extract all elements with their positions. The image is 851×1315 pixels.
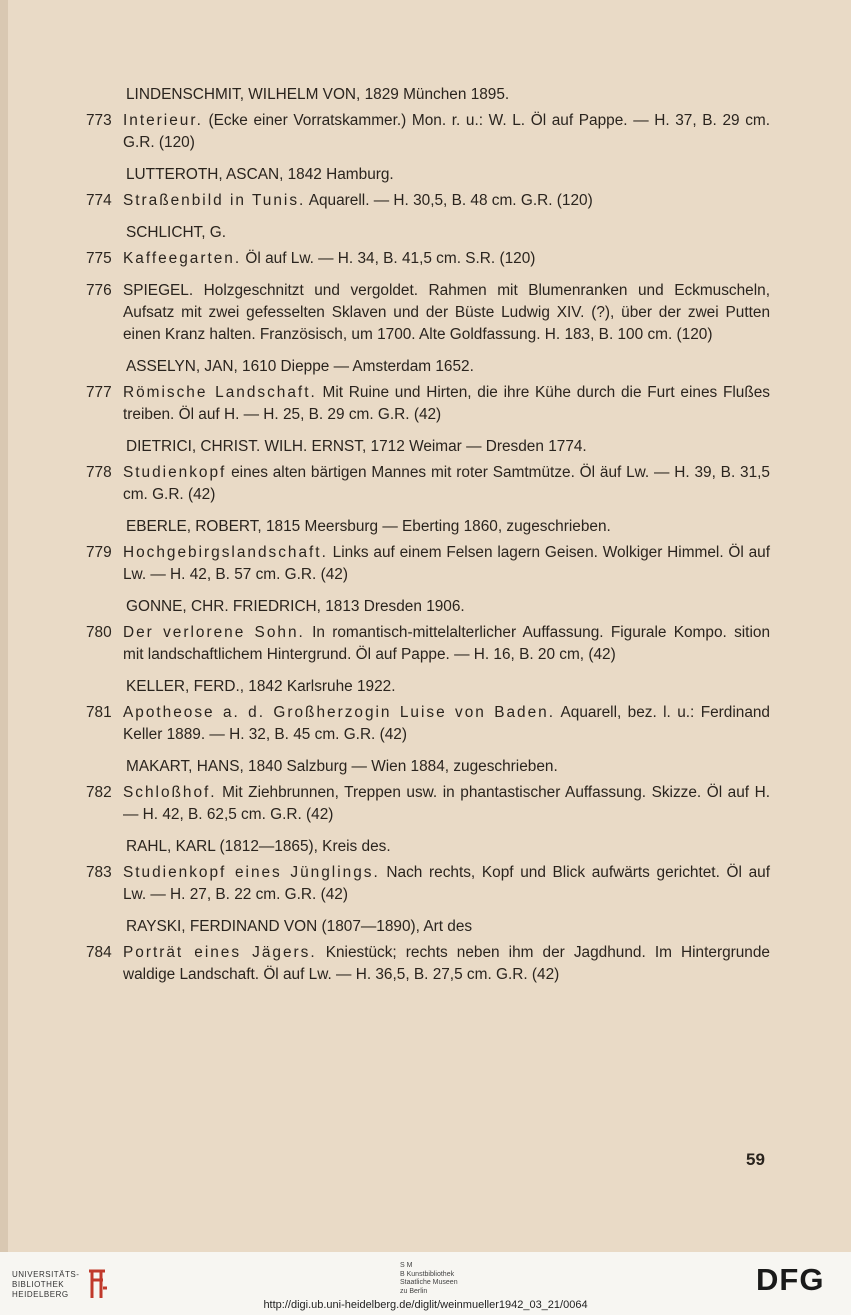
catalog-entry [86, 596, 770, 666]
lot-number: 774 [86, 192, 112, 209]
lot-description [123, 782, 770, 826]
dfg-logo[interactable] [756, 1264, 838, 1294]
library-name-line3: HEIDELBERG [12, 1290, 69, 1299]
lot-title: Interieur. [123, 112, 203, 129]
lot-item [86, 462, 770, 506]
catalog-entry [86, 222, 770, 270]
artist-heading: LUTTEROTH, ASCAN, 1842 Hamburg. [126, 166, 394, 183]
lot-title: Apotheose a. d. Großherzogin Luise von Baden. [123, 704, 556, 721]
museum-line: Staatliche Museen [400, 1279, 458, 1286]
lot-item [86, 862, 770, 906]
catalog-entry [86, 836, 770, 906]
lot-description [123, 382, 770, 426]
lot-title: Porträt eines Jägers. [123, 944, 317, 961]
lot-title: Der verlorene Sohn. [123, 624, 305, 641]
catalog-entries [86, 84, 770, 996]
dfg-logo-text: DFG [756, 1264, 825, 1294]
lot-title: Römische Landschaft. [123, 384, 317, 401]
catalog-entry [86, 436, 770, 506]
lot-item [86, 782, 770, 826]
lot-details: Nach rechts, Kopf und Blick aufwärts gerichtet. Öl auf Lw. — H. 27, B. 22 cm. G.R. (42) [123, 864, 770, 903]
lot-details: eines alten bärtigen Mannes mit roter Samtmütze. Öl äuf Lw. — H. 39, B. 31,5 cm. G.R. (42) [123, 464, 770, 503]
catalog-entry [86, 916, 770, 986]
lot-details: Mit Ziehbrunnen, Treppen usw. in phantastischer Auffassung. Skizze. Öl auf H. — H. 42, B. 62,5 cm. G.R. (42) [123, 784, 770, 823]
lot-details: Kniestück; rechts neben ihm der Jagdhund. Im Hintergrunde waldige Landschaft. Öl auf Lw. — H. 36,5, B. 27,5 cm. G.R. (42) [123, 944, 770, 983]
artist-heading: LINDENSCHMIT, WILHELM VON, 1829 München 1895. [126, 86, 510, 103]
lot-description [123, 248, 770, 270]
lot-item [86, 942, 770, 986]
catalog-entry [86, 280, 770, 346]
artist-heading: RAYSKI, FERDINAND VON (1807—1890), Art des [126, 918, 473, 935]
lot-item [86, 622, 770, 666]
lot-number: 773 [86, 112, 112, 129]
lot-title: Kaffeegarten. [123, 250, 242, 267]
lot-title: Schloßhof. [123, 784, 217, 801]
artist-heading: MAKART, HANS, 1840 Salzburg — Wien 1884, zugeschrieben. [126, 758, 558, 775]
catalog-entry [86, 164, 770, 212]
lot-details: (Ecke einer Vorratskammer.) Mon. r. u.: W. L. Öl auf Pappe. — H. 37, B. 29 cm. G.R. (120) [123, 112, 770, 151]
lot-number: 775 [86, 250, 112, 267]
lot-title: Studienkopf [123, 464, 227, 481]
lot-number: 783 [86, 864, 112, 881]
artist-heading: KELLER, FERD., 1842 Karlsruhe 1922. [126, 678, 396, 695]
lot-number: 776 [86, 282, 112, 299]
library-name-line1: UNIVERSITÄTS- [12, 1270, 80, 1279]
lot-item [86, 248, 770, 270]
artist-heading: RAHL, KARL (1812—1865), Kreis des. [126, 838, 391, 855]
source-url[interactable]: http://digi.ub.uni-heidelberg.de/diglit/weinmueller1942_03_21/0064 [263, 1299, 588, 1311]
lot-description [123, 942, 770, 986]
lot-number: 784 [86, 944, 112, 961]
page-number: 59 [746, 1150, 765, 1169]
catalog-entry [86, 84, 770, 154]
lot-item [86, 542, 770, 586]
library-emblem-icon [85, 1268, 111, 1302]
lot-details: Links auf einem Felsen lagern Geisen. Wolkiger Himmel. Öl auf Lw. — H. 42, B. 57 cm. G.R. (42) [123, 544, 770, 583]
artist-heading: ASSELYN, JAN, 1610 Dieppe — Amsterdam 1652. [126, 358, 474, 375]
lot-number: 777 [86, 384, 112, 401]
lot-description [123, 542, 770, 586]
lot-description [123, 190, 770, 212]
lot-item [86, 280, 770, 346]
lot-item [86, 702, 770, 746]
catalog-entry [86, 356, 770, 426]
lot-description [123, 862, 770, 906]
lot-description [123, 280, 770, 346]
artist-heading: DIETRICI, CHRIST. WILH. ERNST, 1712 Weimar — Dresden 1774. [126, 438, 587, 455]
catalog-entry [86, 516, 770, 586]
artist-heading: SCHLICHT, G. [126, 224, 227, 241]
lot-details: Öl auf Lw. — H. 34, B. 41,5 cm. S.R. (120) [241, 250, 536, 267]
lot-item [86, 382, 770, 426]
lot-number: 778 [86, 464, 112, 481]
lot-details: In romantisch-mittelalterlicher Auffassung. Figurale Kompo. sition mit landschaftlichem Hintergrund. Öl auf Pappe. — H. 16, B. 20 cm, (42) [123, 624, 771, 663]
lot-details: Mit Ruine und Hirten, die ihre Kühe durch die Furt eines Flußes treiben. Öl auf H. — H. 25, B. 29 cm. G.R. (42) [123, 384, 770, 423]
artist-heading: GONNE, CHR. FRIEDRICH, 1813 Dresden 1906. [126, 598, 465, 615]
museum-line: B Kunstbibliothek [400, 1270, 455, 1278]
catalog-entry [86, 756, 770, 826]
library-name-line2: BIBLIOTHEK [12, 1280, 65, 1289]
lot-title: Studienkopf eines Jünglings. [123, 864, 380, 881]
lot-details: SPIEGEL. Holzgeschnitzt und vergoldet. Rahmen mit Blumenranken und Eckmuscheln, Aufsatz mit zwei gefesselten Sklaven und der Büste Ludwig XIV. (?), über der zwei Putten einen Kranz halten. Französisch, um 1700. Alte Goldfassung. H. 183, B. 100 cm. (120) [123, 282, 770, 343]
museum-line: zu Berlin [400, 1287, 428, 1295]
lot-description [123, 622, 770, 666]
footer-bar [0, 1252, 851, 1315]
catalog-entry [86, 676, 770, 746]
lot-details: Aquarell, bez. l. u.: Ferdinand Keller 1889. — H. 32, B. 45 cm. G.R. (42) [123, 704, 770, 743]
lot-item [86, 190, 770, 212]
lot-number: 780 [86, 624, 112, 641]
lot-number: 782 [86, 784, 112, 801]
lot-description [123, 462, 770, 506]
lot-description [123, 110, 770, 154]
lot-details: Aquarell. — H. 30,5, B. 48 cm. G.R. (120) [305, 192, 593, 209]
lot-number: 781 [86, 704, 112, 721]
heidelberg-library-logo[interactable] [12, 1268, 111, 1302]
lot-number: 779 [86, 544, 112, 561]
lot-item [86, 110, 770, 154]
lot-title: Straßenbild in Tunis. [123, 192, 306, 209]
lot-title: Hochgebirgslandschaft. [123, 544, 328, 561]
lot-description [123, 702, 770, 746]
museum-credit [400, 1262, 458, 1296]
artist-heading: EBERLE, ROBERT, 1815 Meersburg — Eberting 1860, zugeschrieben. [126, 518, 611, 535]
museum-line: S M [400, 1262, 413, 1269]
